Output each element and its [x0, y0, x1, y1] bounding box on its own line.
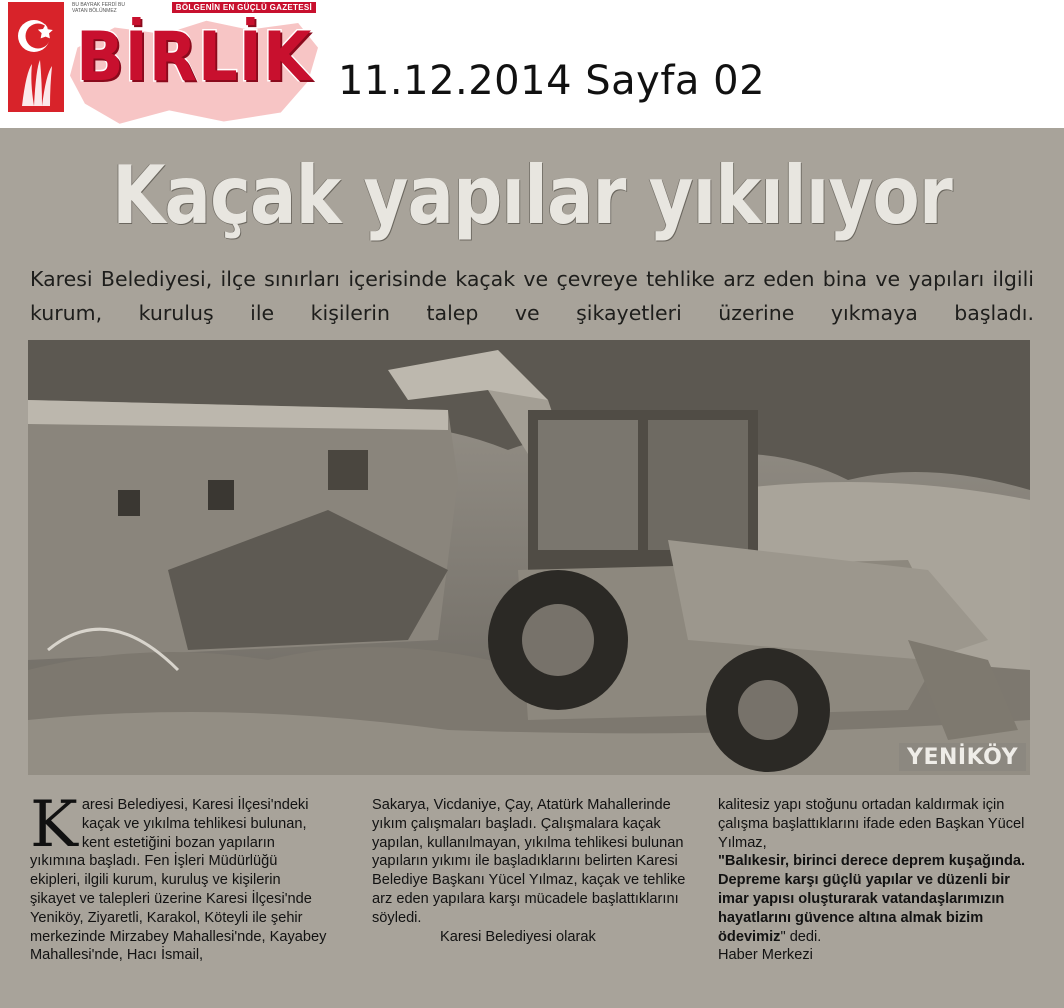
- masthead: [0, 0, 1064, 130]
- logo-wordmark: BİRLİK: [76, 18, 313, 97]
- article-column-1: [30, 788, 330, 965]
- column-2-paragraph-2: Karesi Belediyesi olarak: [440, 928, 596, 945]
- article-column-2: [372, 796, 690, 946]
- photo-caption: YENİKÖY: [899, 743, 1026, 771]
- column-2-paragraph-1: Sakarya, Vicdaniye, Çay, Atatürk Mahallerinde yıkım çalışmaları başladı. Çalışmalara kaçak yapılan, kullanılmayan, yıkılma tehlikesi bulunan yapıların yıkımı ile başladıklarını belirten Karesi Belediye Başkanı Yücel Yılmaz, kaçak ve tehlike arz eden yapılara karşı mücadele başlattıklarını söyledi.: [372, 797, 686, 926]
- quote-text: "Balıkesir, birinci derece deprem kuşağında. Depreme karşı güçlü yapılar ve düzenli bir imar yapısı oluşturarak vatandaşlarımızın hayatlarını güvence altına almak bizim ödevimiz: [718, 853, 1026, 945]
- logo-mini-text: BU BAYRAK FERDİ BU VATAN BÖLÜNMEZ: [72, 2, 125, 14]
- publication-date-page: 11.12.2014 Sayfa 02: [338, 58, 766, 104]
- excavator-demolition-illustration: [28, 340, 1030, 775]
- crescent-star-icon: [8, 2, 64, 112]
- logo-slogan: BÖLGENİN EN GÜÇLÜ GAZETESİ: [172, 2, 316, 13]
- article-subhead: Karesi Belediyesi, ilçe sınırları içerisinde kaçak ve çevreye tehlike arz eden bina ve yapıları ilgili kurum, kuruluş ile kişilerin talep ve şikayetleri üzerine yıkmaya başladı.: [30, 267, 1034, 325]
- drop-cap: K: [30, 788, 78, 862]
- flag-emblem: [8, 2, 64, 112]
- byline: Haber Merkezi: [718, 947, 813, 964]
- column-3-quote: [718, 852, 1032, 946]
- article-photo: [28, 340, 1030, 775]
- column-3-paragraph-1: kalitesiz yapı stoğunu ortadan kaldırmak için çalışma başlattıklarını ifade eden Başkan Yücel Yılmaz,: [718, 797, 1025, 851]
- newspaper-logo: [70, 0, 318, 128]
- column-1-text: aresi Belediyesi, Karesi İlçesi'ndeki kaçak ve yıkılma tehlikesi bulunan, kent estetiğini bozan yapıların yıkımına başladı. Fen İşleri Müdürlüğü ekipleri, ilgili kurum, kuruluş ve kişilerin şikayet ve talepleri üzerine Karesi İlçesi'nde Yeniköy, Ziyaretli, Karakol, Köteyli ile şehir merkezinde Mirzabey Mahallesi'nde, Kayabey Mahallesi'nde, Hacı İsmail,: [30, 797, 327, 964]
- article-column-3: [718, 796, 1032, 965]
- article-headline: Kaçak yapılar yıkılıyor: [112, 149, 952, 242]
- quote-end: " dedi.: [780, 928, 822, 945]
